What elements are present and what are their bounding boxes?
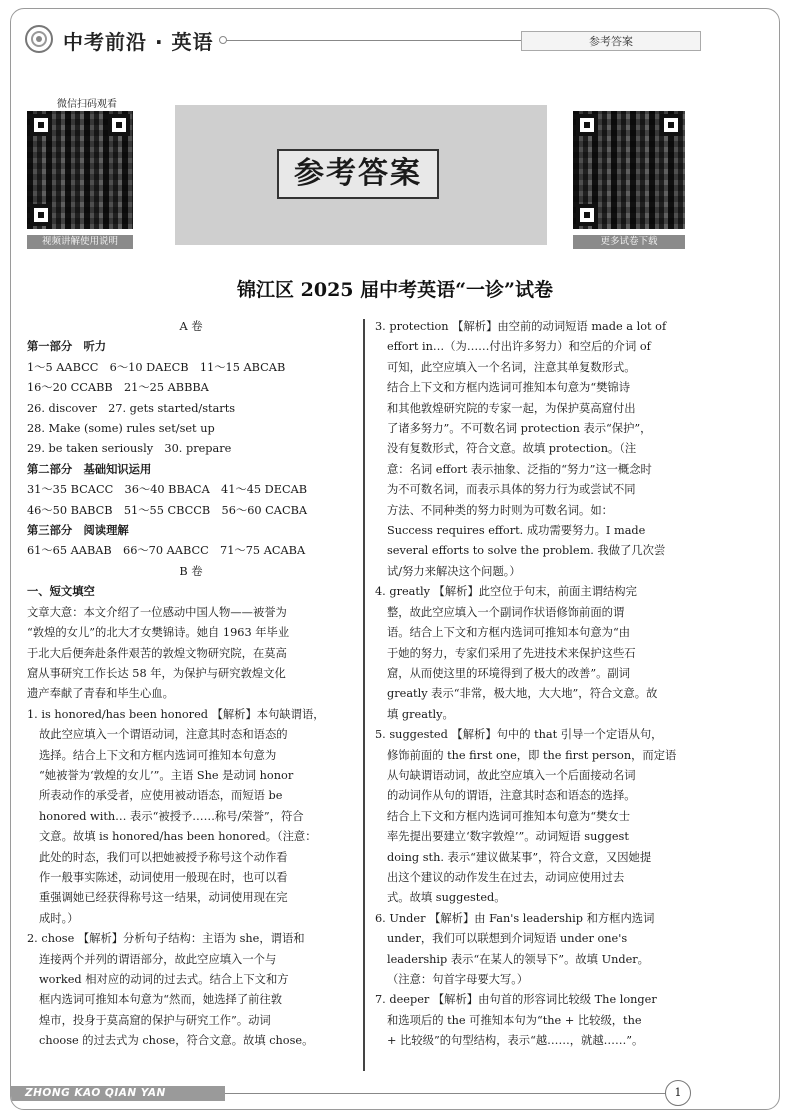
text-line: honored with… 表示“被授予……称号/荣誉”，符合 xyxy=(39,809,304,823)
text-line: 结合上下文和方框内选词可推知本句意为“樊女士 xyxy=(387,809,631,823)
text-line: 重强调她已经获得称号这一结果，动词使用现在完 xyxy=(39,891,288,905)
text-line: 修饰前面的 the first one，即 the first person，而定语 xyxy=(387,748,677,762)
qr-left-label: 微信扫码观看 xyxy=(57,99,117,110)
text-line: 28. Make (some) rules set/set up xyxy=(27,422,215,436)
answer-page xyxy=(10,8,780,1110)
text-line: 窟，从而使这里的环境得到了极大的改善”。副词 xyxy=(387,666,631,680)
text-line: 29. be taken seriously 30. prepare xyxy=(27,442,232,456)
text-line: 3. protection 【解析】由空前的动词短语 made a lot of xyxy=(375,320,667,333)
exam-title: 锦江区 2025 届中考英语“一诊”试卷 xyxy=(237,279,553,301)
text-line: 意：名词 effort 表示抽象、泛指的“努力”这一概念时 xyxy=(387,462,652,476)
text-line: 了诸多努力”。不可数名词 protection 表示“保护”， xyxy=(387,422,652,436)
footer-rule xyxy=(225,1093,665,1094)
text-line: 成时。） xyxy=(39,911,79,925)
text-line: 此处的时态，我们可以把她被授予称号这个动作看 xyxy=(39,850,288,864)
banner-title: 参考答案 xyxy=(277,149,439,199)
text-line: 1～5 AABCC 6～10 DAECB 11～15 ABCAB xyxy=(27,360,286,374)
qr-code-right[interactable] xyxy=(573,111,685,229)
text-line: “她被誉为‘敦煌的女儿’”。主语 She 是动词 honor xyxy=(39,768,294,782)
logo-circle-icon xyxy=(25,25,53,53)
page-footer xyxy=(11,1076,779,1109)
text-line: 61～65 AABAB 66～70 AABCC 71～75 ACABA xyxy=(27,544,306,558)
text-line: Success requires effort. 成功需要努力。I made xyxy=(387,524,646,538)
text-line: 6. Under 【解析】由 Fan's leadership 和方框内选词 xyxy=(375,911,655,925)
text-line: under，我们可以联想到介词短语 under one's xyxy=(387,932,628,946)
text-line: 出这个建议的动作发生在过去，动词应使用过去 xyxy=(387,870,625,884)
text-line: 式。故填 suggested。 xyxy=(387,891,506,905)
header-rule xyxy=(226,40,526,41)
text-line: 31～35 BCACC 36～40 BBACA 41～45 DECAB xyxy=(27,483,308,497)
text-line: 所表动作的承受者，应使用被动语态，而短语 be xyxy=(39,789,283,803)
text-line: 率先提出要建立‘数字敦煌’”。动词短语 suggest xyxy=(387,830,629,844)
text-line: 方法、不同种类的努力时则为可数名词。如： xyxy=(387,503,613,517)
footer-band: ZHONG KAO QIAN YAN xyxy=(11,1086,225,1101)
text-line: 2. chose 【解析】分析句子结构：主语为 she，谓语和 xyxy=(27,932,305,946)
text-line: 试/努力来解决这个问题。） xyxy=(387,564,521,578)
qr-left-caption: 视频讲解使用说明 xyxy=(27,235,133,249)
text-line: 可知，此空应填入一个名词，注意其单复数形式。 xyxy=(387,360,636,374)
text-line: doing sth. 表示“建议做某事”，符合文意，又因她提 xyxy=(387,850,652,864)
text-line: 第三部分 阅读理解 xyxy=(27,524,129,538)
right-column xyxy=(375,317,767,1052)
column-divider xyxy=(363,319,365,1071)
text-line: 整，故此空应填入一个副词作状语修饰前面的谓 xyxy=(387,605,625,619)
brand-title: 中考前沿 · 英语 xyxy=(63,30,214,54)
text-line: 16～20 CCABB 21～25 ABBBA xyxy=(27,381,209,395)
text-line: 结合上下文和方框内选词可推知本句意为“樊锦诗 xyxy=(387,381,631,395)
left-column xyxy=(27,317,355,1052)
text-line: 填 greatly。 xyxy=(387,707,454,721)
text-line: 连接两个并列的谓语部分，故此空应填入一个与 xyxy=(39,952,277,966)
text-line: 5. suggested 【解析】句中的 that 引导一个定语从句， xyxy=(375,728,663,742)
text-line: 煌市，投身于莫高窟的保护与研究工作”。动词 xyxy=(39,1013,271,1027)
text-line: several efforts to solve the problem. 我做了几次尝 xyxy=(387,544,666,558)
text-line: 文意。故填 is honored/has been honored。（注意： xyxy=(39,830,317,844)
text-line: 第二部分 基础知识运用 xyxy=(27,462,152,476)
text-line: choose 的过去式为 chose，符合文意。故填 chose。 xyxy=(39,1034,314,1048)
text-line: 46～50 BABCB 51～55 CBCCB 56～60 CACBA xyxy=(27,503,308,517)
qr-code-left[interactable] xyxy=(27,111,133,229)
text-line: 于她的努力，专家们采用了先进技术来保护这些石 xyxy=(387,646,636,660)
section-label: 参考答案 xyxy=(521,31,701,51)
text-line: 文章大意：本文介绍了一位感动中国人物——被誉为 xyxy=(27,605,287,619)
text-line: 为不可数名词，而表示具体的努力行为或尝试不同 xyxy=(387,483,636,497)
text-line: “敦煌的女儿”的北大才女樊锦诗。她自 1963 年毕业 xyxy=(27,626,290,640)
text-line: 窟从事研究工作长达 58 年，为保护与研究敦煌文化 xyxy=(27,666,286,680)
text-line: 和选项后的 the 可推知本句为“the + 比较级，the xyxy=(387,1013,642,1027)
text-line: 选择。结合上下文和方框内选词可推知本句意为 xyxy=(39,748,277,762)
text-line: + 比较级”的句型结构，表示“越……，就越……”。 xyxy=(387,1034,644,1048)
text-line: A 卷 xyxy=(179,320,203,333)
text-line: 1. is honored/has been honored 【解析】本句缺谓语， xyxy=(27,707,325,721)
text-line: 框内选词可推知本句意为“然而，她选择了前往敦 xyxy=(39,993,283,1007)
text-line: greatly 表示“非常，极大地，大大地”，符合文意。故 xyxy=(387,687,658,701)
qr-right-caption: 更多试卷下载 xyxy=(573,235,685,249)
text-line: 和其他敦煌研究院的专家一起，为保护莫高窟付出 xyxy=(387,401,636,415)
text-line: 的动词作从句的谓语，注意其时态和语态的选择。 xyxy=(387,789,636,803)
text-line: 作一般事实陈述，动词使用一般现在时，也可以看 xyxy=(39,870,288,884)
text-line: 4. greatly 【解析】此空位于句末，前面主谓结构完 xyxy=(375,585,637,599)
text-line: 没有复数形式，符合文意。故填 protection。（注 xyxy=(387,442,637,456)
banner xyxy=(175,105,547,245)
text-line: 从句缺谓语动词，故此空应填入一个后面接动名词 xyxy=(387,768,636,782)
text-line: 于北大后便奔赴条件艰苦的敦煌文物研究院，在莫高 xyxy=(27,646,287,660)
text-line: 第一部分 听力 xyxy=(27,340,107,354)
page-number: 1 xyxy=(665,1080,691,1106)
text-line: B 卷 xyxy=(179,564,203,578)
text-line: worked 相对应的动词的过去式。结合上下文和方 xyxy=(39,973,289,986)
text-line: 遗产奉献了青春和毕生心血。 xyxy=(27,687,174,701)
text-line: 一、短文填空 xyxy=(27,585,95,599)
text-line: （注意：句首字母要大写。） xyxy=(387,973,529,986)
page-header xyxy=(11,9,779,59)
text-line: 7. deeper 【解析】由句首的形容词比较级 The longer xyxy=(375,993,657,1007)
text-line: 故此空应填入一个谓语动词，注意其时态和语态的 xyxy=(39,728,288,742)
text-line: leadership 表示“在某人的领导下”。故填 Under。 xyxy=(387,952,649,966)
text-line: 语。结合上下文和方框内选词可推知本句意为“由 xyxy=(387,626,631,640)
text-line: effort in…（为……付出许多努力）和空后的介词 of xyxy=(387,340,651,354)
text-line: 26. discover 27. gets started/starts xyxy=(27,401,236,415)
